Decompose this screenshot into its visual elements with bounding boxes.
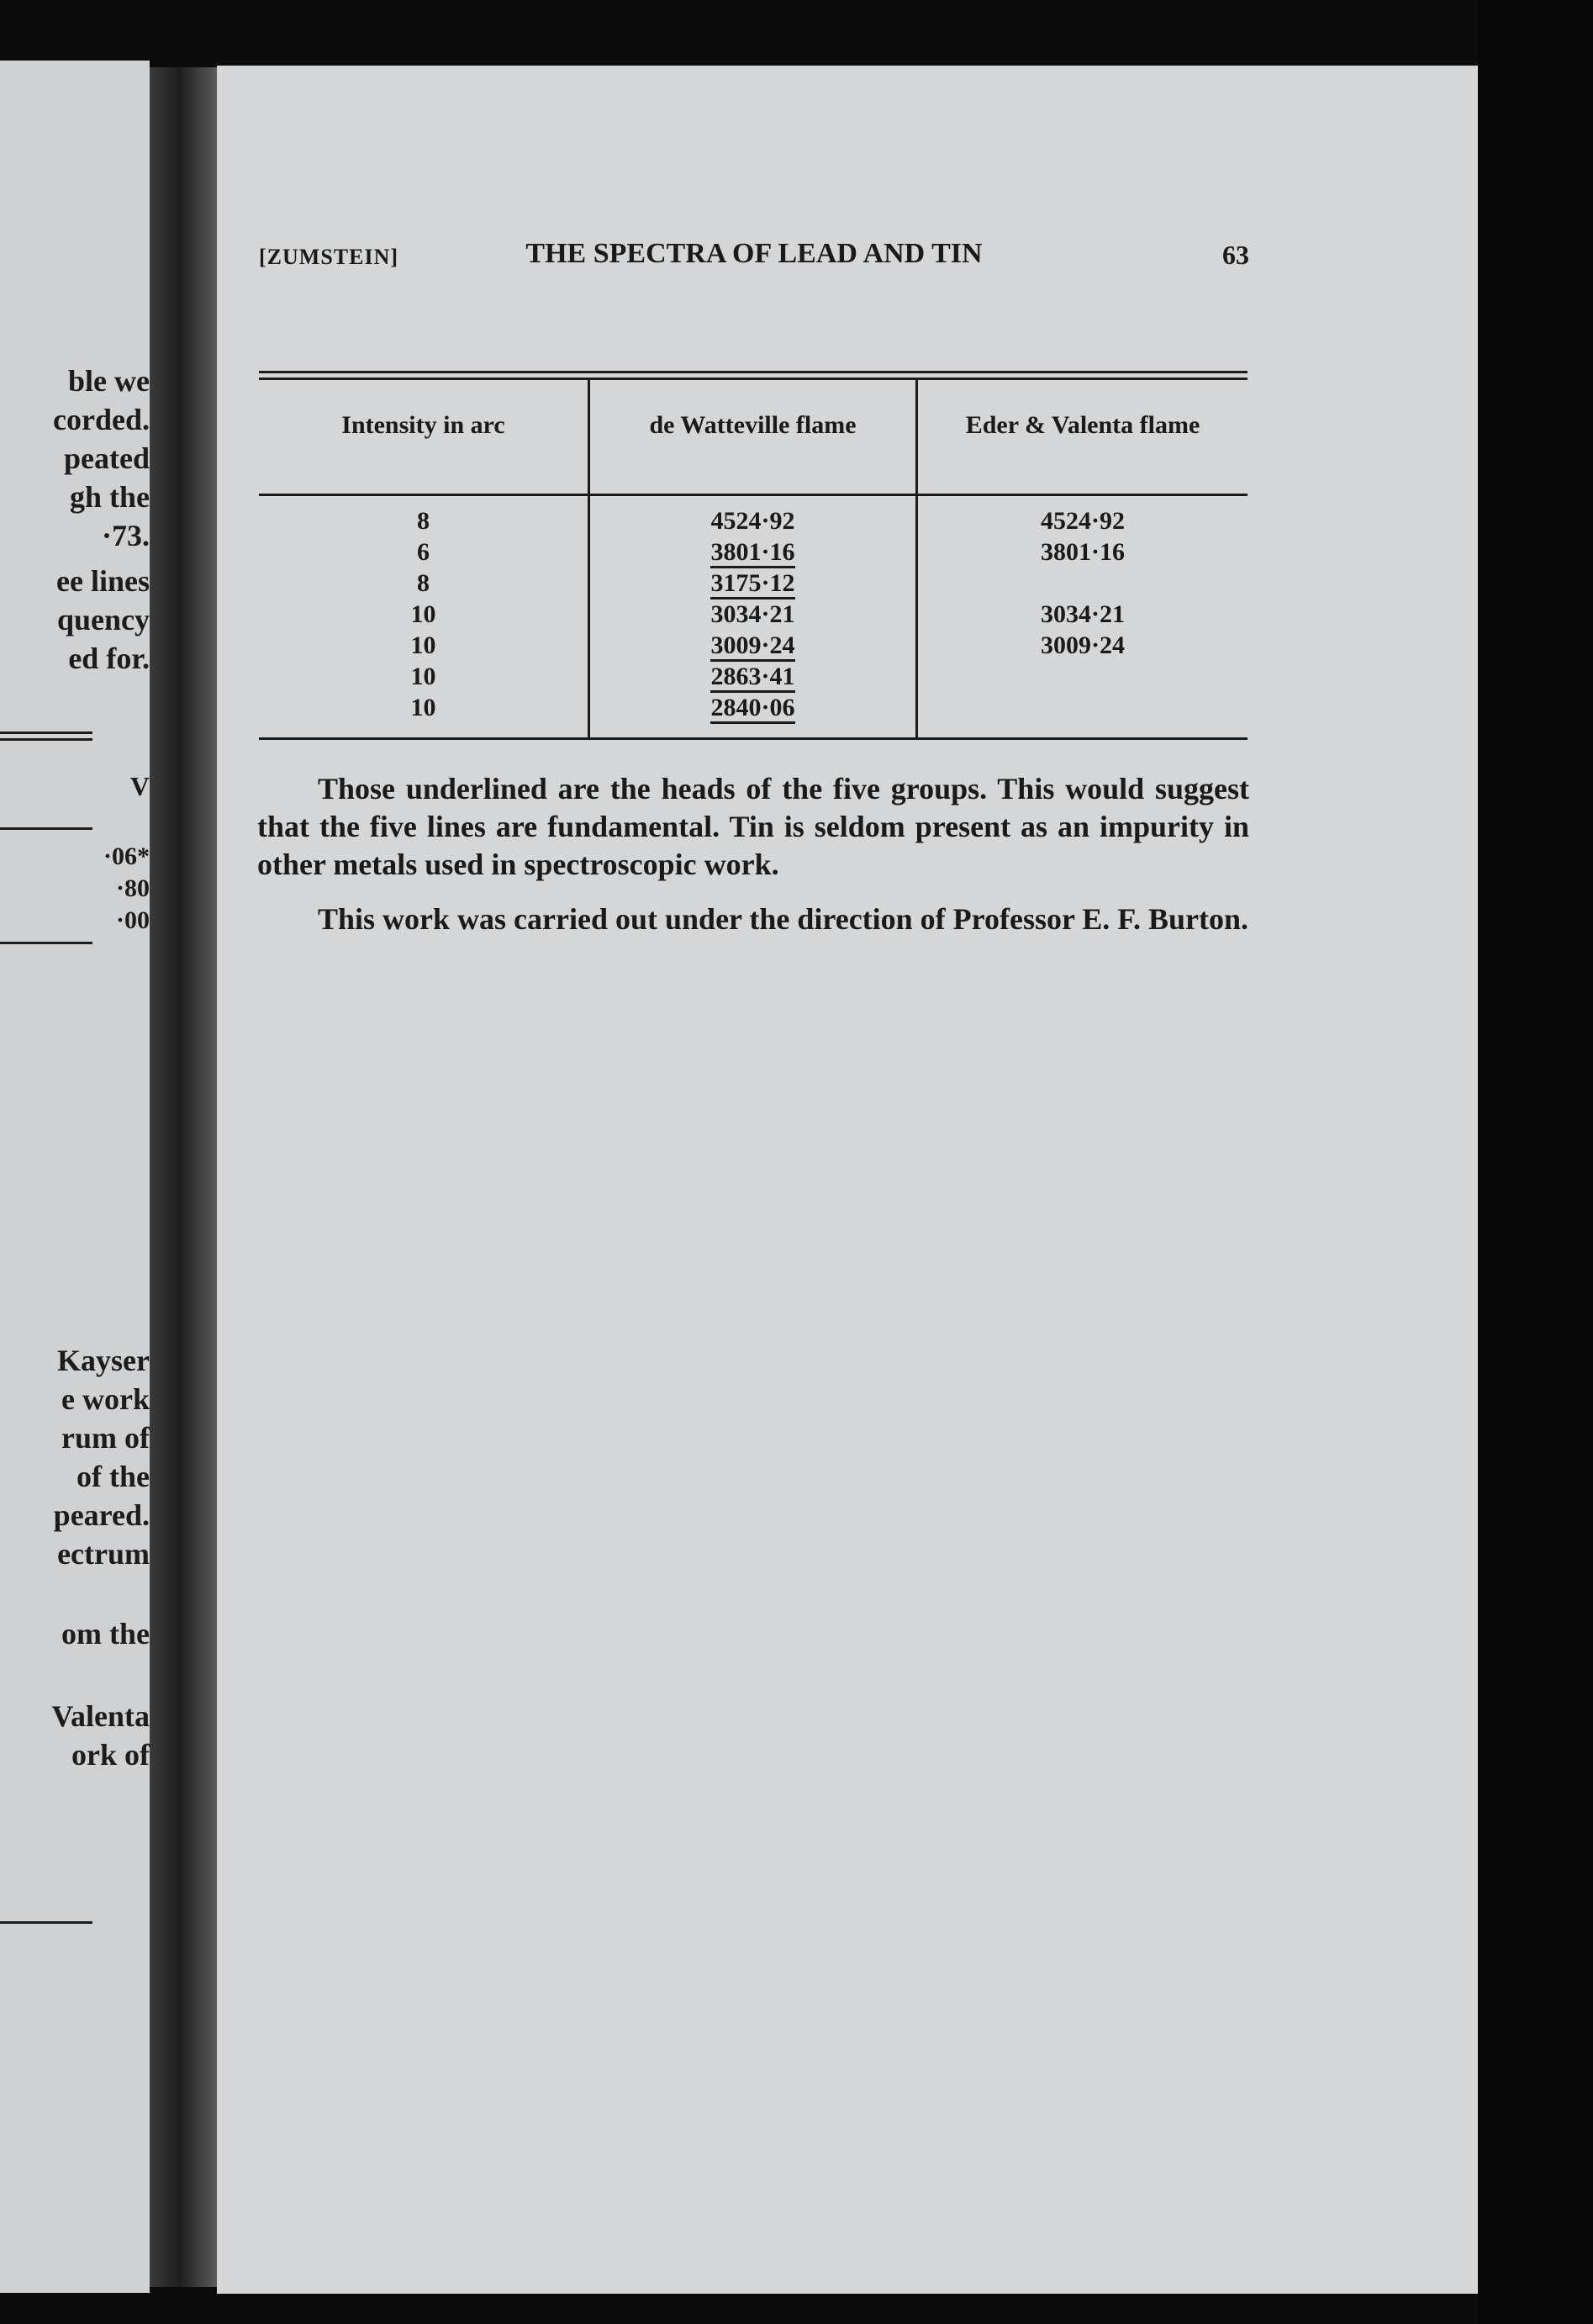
- table-cell: 10: [410, 663, 436, 690]
- table-rule-header: [259, 494, 1247, 496]
- table-rule-bottom: [259, 737, 1247, 740]
- scan-background: [1478, 0, 1593, 2324]
- left-line: ed for.: [68, 642, 150, 675]
- left-line: ·73.: [101, 519, 150, 552]
- left-line: rum of: [61, 1421, 150, 1455]
- left-line: ectrum: [57, 1537, 150, 1571]
- table-cell: 8: [417, 507, 430, 535]
- table-cell-underlined: 2840·06: [710, 695, 794, 724]
- table-cell: 8: [417, 569, 430, 597]
- left-facing-page: [0, 61, 150, 2293]
- table-rule-top: [259, 378, 1247, 380]
- eder-valenta-column: [918, 505, 1247, 723]
- left-rule: [0, 732, 92, 734]
- paragraph: Those underlined are the heads of the five groups. This would suggest that the five lines are fundamental. Tin is seldom present as an impurity in other metals used in spectroscopic work.: [257, 772, 1249, 881]
- left-line: ble we: [68, 364, 150, 398]
- left-line: Valenta: [51, 1699, 150, 1733]
- table-cell: 4524·92: [1040, 507, 1125, 535]
- left-line: peated: [64, 441, 150, 475]
- author-tag: [ZUMSTEIN]: [259, 245, 399, 269]
- table-cell: [918, 692, 1247, 723]
- left-line: peared.: [53, 1498, 150, 1532]
- table-cell-underlined: 2863·41: [710, 663, 794, 693]
- header-intensity: Intensity in arc: [341, 411, 505, 439]
- table-cell: [918, 661, 1247, 692]
- left-column-head: V: [129, 771, 150, 801]
- left-rule: [0, 827, 92, 830]
- table-cell: 3009·24: [1040, 631, 1125, 659]
- left-line: om the: [61, 1617, 150, 1651]
- book-page: [217, 66, 1478, 2294]
- left-line: gh the: [69, 480, 150, 514]
- table-cell: 10: [410, 600, 436, 628]
- page-number: 63: [1222, 240, 1249, 270]
- table-cell-underlined: 3175·12: [710, 570, 794, 599]
- watteville-column: [590, 505, 915, 723]
- left-line: corded.: [53, 403, 150, 436]
- left-rule: [0, 942, 92, 944]
- body-text: [257, 770, 1249, 955]
- left-value: ·00: [115, 906, 150, 934]
- left-line: ork of: [71, 1738, 150, 1772]
- left-line: quency: [56, 603, 150, 636]
- table-cell: 3034·21: [1040, 600, 1125, 628]
- table-cell: 10: [410, 631, 436, 659]
- left-rule: [0, 1921, 92, 1924]
- book-gutter: [150, 67, 225, 2287]
- table-cell: [918, 568, 1247, 599]
- left-value: ·06*: [103, 842, 150, 870]
- table-cell-underlined: 3009·24: [710, 632, 794, 662]
- page-title: THE SPECTRA OF LEAD AND TIN: [525, 238, 983, 269]
- header-eder-valenta: Eder & Valenta flame: [965, 411, 1200, 439]
- intensity-column: [259, 505, 588, 723]
- table-cell: 6: [417, 538, 430, 566]
- table-cell: 10: [410, 694, 436, 721]
- table-rule-top: [259, 371, 1247, 373]
- table-cell-underlined: 3801·16: [710, 539, 794, 568]
- left-value: ·80: [115, 874, 150, 902]
- left-line: ee lines: [56, 564, 150, 598]
- left-line: e work: [61, 1382, 150, 1416]
- table-cell: 3801·16: [1040, 538, 1125, 566]
- spectra-table: [259, 304, 1247, 741]
- left-line: Kayser: [57, 1344, 150, 1377]
- left-line: of the: [76, 1460, 150, 1493]
- running-header: [259, 238, 1249, 280]
- header-watteville: de Watteville flame: [649, 411, 857, 439]
- paragraph: This work was carried out under the direction of Professor E. F. Burton.: [318, 902, 1249, 936]
- table-cell: 4524·92: [710, 507, 795, 535]
- left-rule: [0, 738, 92, 741]
- table-cell: 3034·21: [710, 600, 795, 628]
